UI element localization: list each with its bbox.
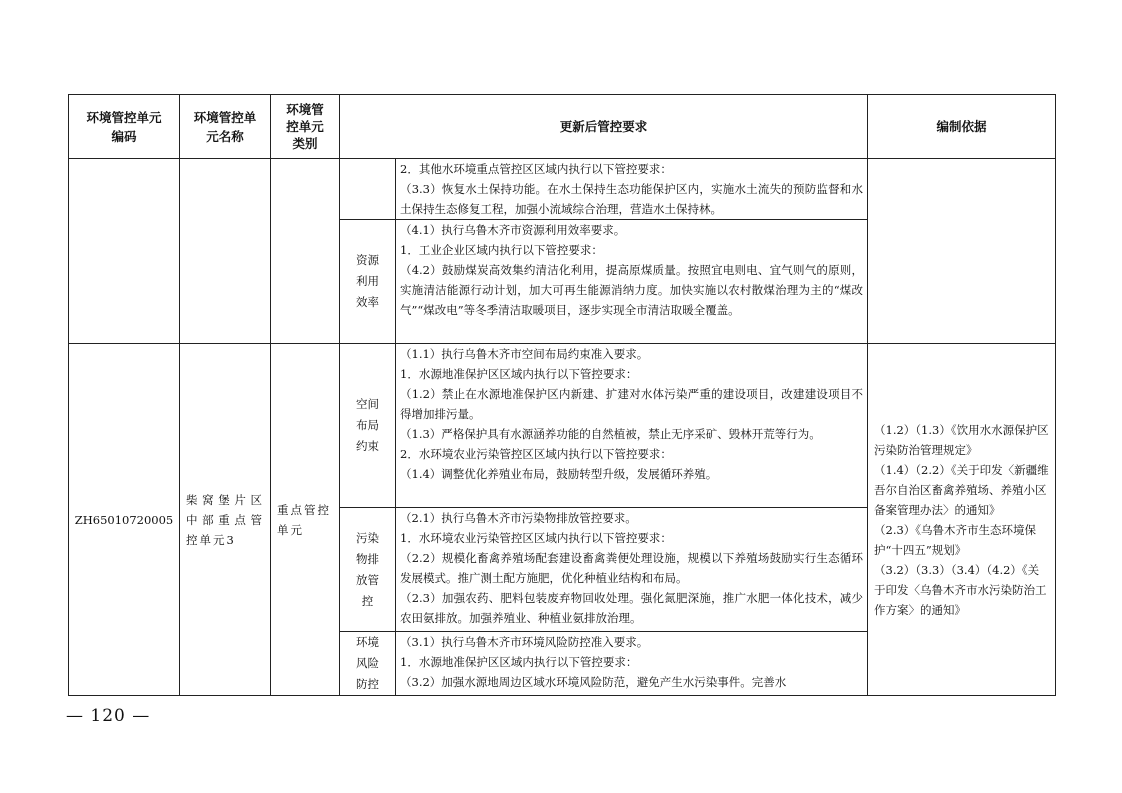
header-name: 环境管控单 元名称 bbox=[180, 95, 271, 159]
category-resource-efficiency: 资源 利用 效率 bbox=[340, 220, 396, 344]
empty-type-cell bbox=[271, 159, 340, 344]
pollution-requirements: （2.1）执行乌鲁木齐市污染物排放管控要求。 1．水环境农业污染管控区区域内执行以下管控要求： （2.2）规模化畜禽养殖场配套建设畜禽粪便处理设施，规模以下养殖场鼓励实行生态循环发展模式。推广测土配方施肥，优化种植业结构和布局。 （2.3）加强农药、肥料包装废弃物回收处理。强化氮肥深施，推广水肥一体化技术，减少农田氨排放。加强养殖业、种植业氨排放治理。 bbox=[396, 508, 868, 632]
category-spatial-layout: 空间 布局 约束 bbox=[340, 344, 396, 508]
empty-name-cell bbox=[180, 159, 271, 344]
risk-requirements: （3.1）执行乌鲁木齐市环境风险防控准入要求。 1．水源地准保护区区域内执行以下管控要求： （3.2）加强水源地周边区域水环境风险防范，避免产生水污染事件。完善水 bbox=[396, 632, 868, 696]
header-requirements: 更新后管控要求 bbox=[340, 95, 868, 159]
page-number: — 120 — bbox=[66, 706, 151, 726]
header-type: 环境管 控单元 类别 bbox=[271, 95, 340, 159]
unit-row-spatial bbox=[69, 344, 1056, 508]
empty-code-cell bbox=[69, 159, 180, 344]
empty-category-cell bbox=[340, 159, 396, 220]
header-basis: 编制依据 bbox=[868, 95, 1056, 159]
unit-name: 柴窝堡片区中部重点管控单元3 bbox=[180, 344, 271, 696]
continued-row bbox=[69, 159, 1056, 220]
unit-type: 重点管控单元 bbox=[271, 344, 340, 696]
continued-requirements: 2．其他水环境重点管控区区域内执行以下管控要求： （3.3）恢复水土保持功能。在水土保持生态功能保护区内，实施水土流失的预防监督和水土保持生态修复工程，加强小流域综合治理，营造水土保持林。 bbox=[396, 159, 868, 220]
spatial-requirements: （1.1）执行乌鲁木齐市空间布局约束准入要求。 1．水源地准保护区区域内执行以下管控要求： （1.2）禁止在水源地准保护区内新建、扩建对水体污染严重的建设项目，改建建设项目不得增加排污量。 （1.3）严格保护具有水源涵养功能的自然植被，禁止无序采矿、毁林开荒等行为。 2．水环境农业污染管控区区域内执行以下管控要求： （1.4）调整优化养殖业布局，鼓励转型升级，发展循环养殖。 bbox=[396, 344, 868, 508]
resource-requirements: （4.1）执行乌鲁木齐市资源利用效率要求。 1．工业企业区域内执行以下管控要求： （4.2）鼓励煤炭高效集约清洁化利用，提高原煤质量。按照宜电则电、宜气则气的原则，实施清洁能源行动计划，加大可再生能源消纳力度。加快实施以农村散煤治理为主的“煤改气”“煤改电”等冬季清洁取暖项目，逐步实现全市清洁取暖全覆盖。 bbox=[396, 220, 868, 344]
unit-code: ZH65010720005 bbox=[69, 344, 180, 696]
category-pollution-control: 污染 物排 放管 控 bbox=[340, 508, 396, 632]
category-risk-control: 环境 风险 防控 bbox=[340, 632, 396, 696]
unit-basis: （1.2）（1.3）《饮用水水源保护区污染防治管理规定》 （1.4）（2.2）《关于印发〈新疆维吾尔自治区畜禽养殖场、养殖小区备案管理办法〉的通知》 （2.3）《乌鲁木齐市生态环境保护“十四五”规划》 （3.2）（3.3）（3.4）（4.2）《关于印发〈乌鲁木齐市水污染防治工作方案〉的通知》 bbox=[868, 344, 1056, 696]
header-code: 环境管控单元 编码 bbox=[69, 95, 180, 159]
header-row bbox=[69, 95, 1056, 159]
control-unit-table bbox=[68, 94, 1056, 696]
empty-basis-cell bbox=[868, 159, 1056, 344]
